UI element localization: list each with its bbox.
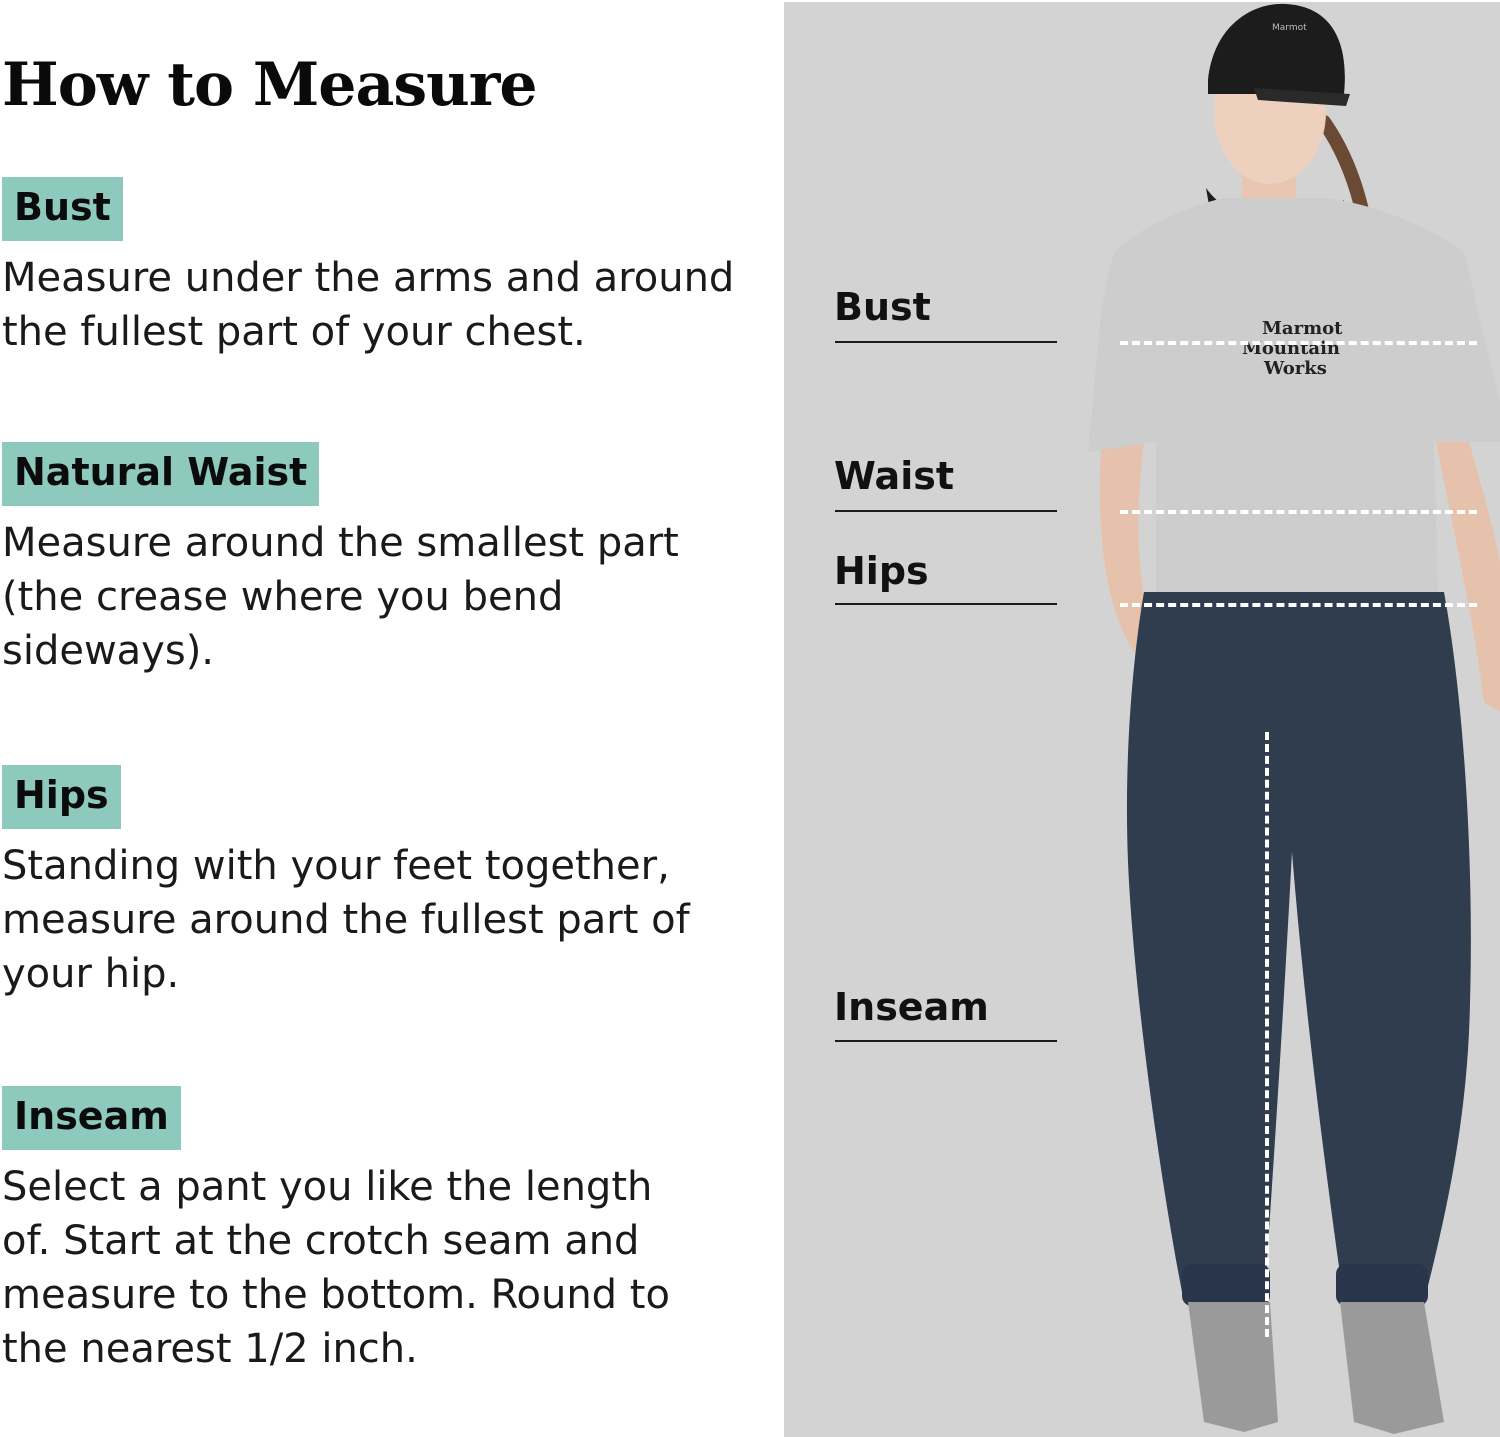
hips-dashed-line [1120,603,1477,607]
model-photo [784,2,1500,1437]
pants-shape [1127,592,1471,1302]
bust-label-underline [835,341,1057,343]
natural-waist-description: Measure around the smallest part (the crease where you bend sideways). [2,519,679,674]
cap-logo-text: Marmot [1272,23,1307,33]
bust-measure-label: Bust [834,285,931,329]
hips-measure-label: Hips [834,549,929,593]
inseam-description: Select a pant you like the length of. Start at the crotch seam and measure to the bottom. Round to the nearest 1/2 inch. [2,1163,670,1372]
cap-shape [1208,4,1345,94]
hips-label-underline [835,603,1057,605]
hips-description: Standing with your feet together, measure around the fullest part of your hip. [2,842,690,997]
inseam-section [2,1086,762,1376]
waist-label-underline [835,510,1057,512]
natural-waist-heading: Natural Waist [2,442,319,506]
inseam-label-underline [835,1040,1057,1042]
natural-waist-section [2,442,762,678]
inseam-heading: Inseam [2,1086,181,1150]
shirt-shape [1088,198,1500,592]
left-cuff-shape [1182,1264,1270,1306]
bust-dashed-line [1120,341,1477,345]
waist-dashed-line [1120,510,1477,514]
bust-description: Measure under the arms and around the fullest part of your chest. [2,254,735,355]
page-title: How to Measure [2,50,537,120]
hips-section [2,765,762,1001]
shirt-print-line-2: Mountain [1242,338,1341,359]
shirt-print-line-3: Works [1264,358,1327,379]
hips-heading: Hips [2,765,121,829]
model-illustration [784,2,1500,1437]
waist-measure-label: Waist [834,454,955,498]
right-cuff-shape [1336,1264,1428,1306]
bust-section [2,177,762,359]
inseam-dashed-line [1265,732,1269,1337]
bust-heading: Bust [2,177,123,241]
shirt-print-line-1: Marmot [1262,318,1343,339]
inseam-measure-label: Inseam [834,985,989,1029]
right-shoe-shape [1340,1302,1444,1434]
